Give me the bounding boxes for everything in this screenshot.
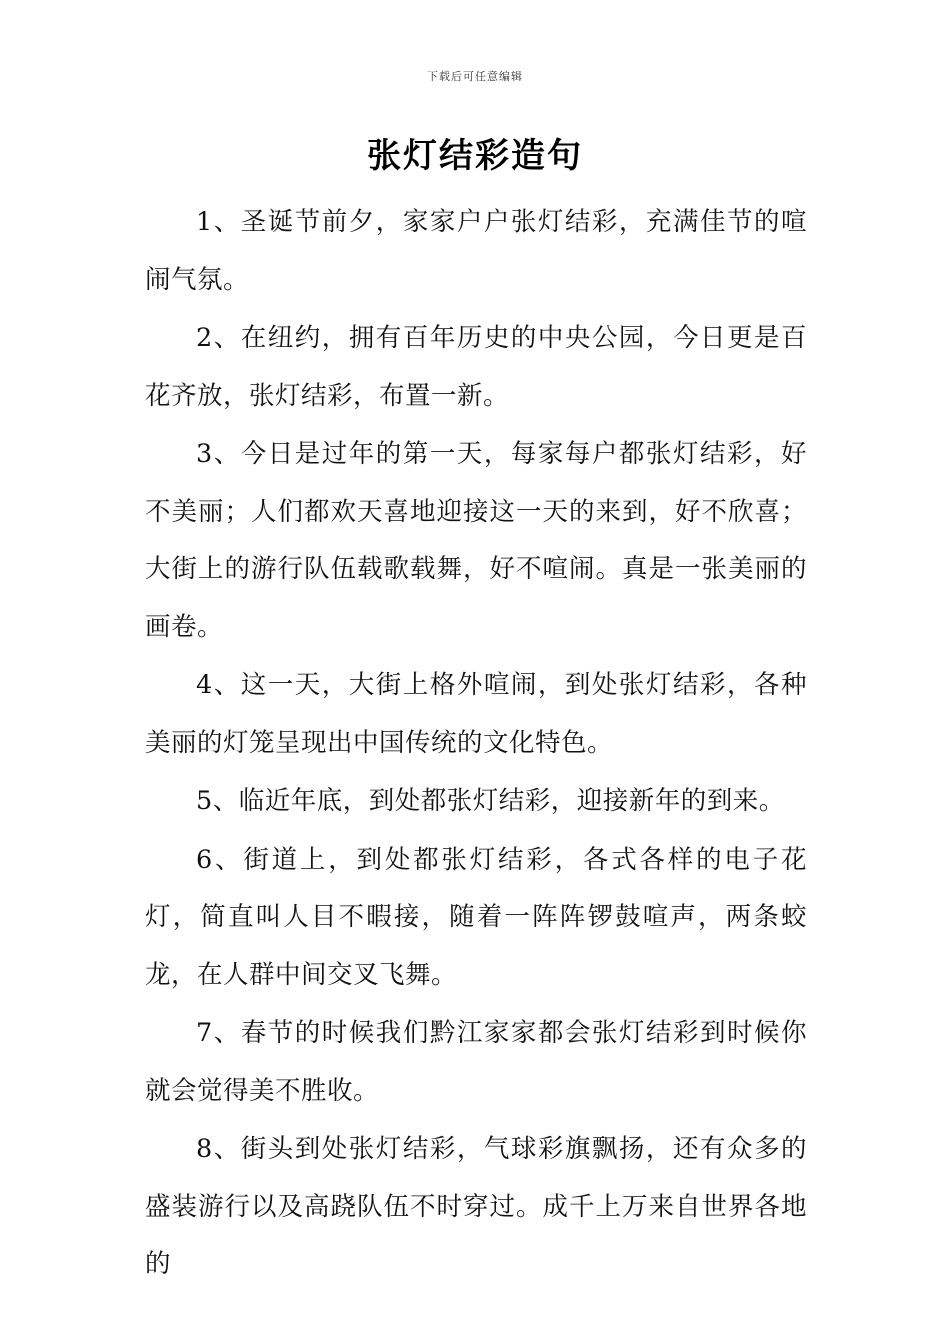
paragraph-8: 8、街头到处张灯结彩，气球彩旗飘扬，还有众多的盛装游行以及高跷队伍不时穿过。成千上万来自世界各地的 xyxy=(145,1134,807,1279)
document-body xyxy=(145,194,807,1295)
header-note: 下载后可任意编辑 xyxy=(427,70,523,83)
paragraph-3: 3、今日是过年的第一天，每家每户都张灯结彩，好不美丽；人们都欢天喜地迎接这一天的来到，好不欣喜；大街上的游行队伍载歌载舞，好不喧闹。真是一张美丽的画卷。 xyxy=(145,439,807,642)
paragraph-6: 6、街道上，到处都张灯结彩，各式各样的电子花灯，简直叫人目不暇接，随着一阵阵锣鼓喧声，两条蛟龙，在人群中间交叉飞舞。 xyxy=(145,844,807,990)
paragraph-4: 4、这一天，大街上格外喧闹，到处张灯结彩，各种美丽的灯笼呈现出中国传统的文化特色。 xyxy=(145,670,807,758)
paragraph-1: 1、圣诞节前夕，家家户户张灯结彩，充满佳节的喧闹气氛。 xyxy=(145,207,807,295)
paragraph-7: 7、春节的时候我们黔江家家都会张灯结彩到时候你就会觉得美不胜收。 xyxy=(145,1018,807,1106)
paragraph-2: 2、在纽约，拥有百年历史的中央公园，今日更是百花齐放，张灯结彩，布置一新。 xyxy=(145,323,807,411)
paragraph-5: 5、临近年底，到处都张灯结彩，迎接新年的到来。 xyxy=(196,786,785,816)
document-title: 张灯结彩造句 xyxy=(367,136,583,176)
